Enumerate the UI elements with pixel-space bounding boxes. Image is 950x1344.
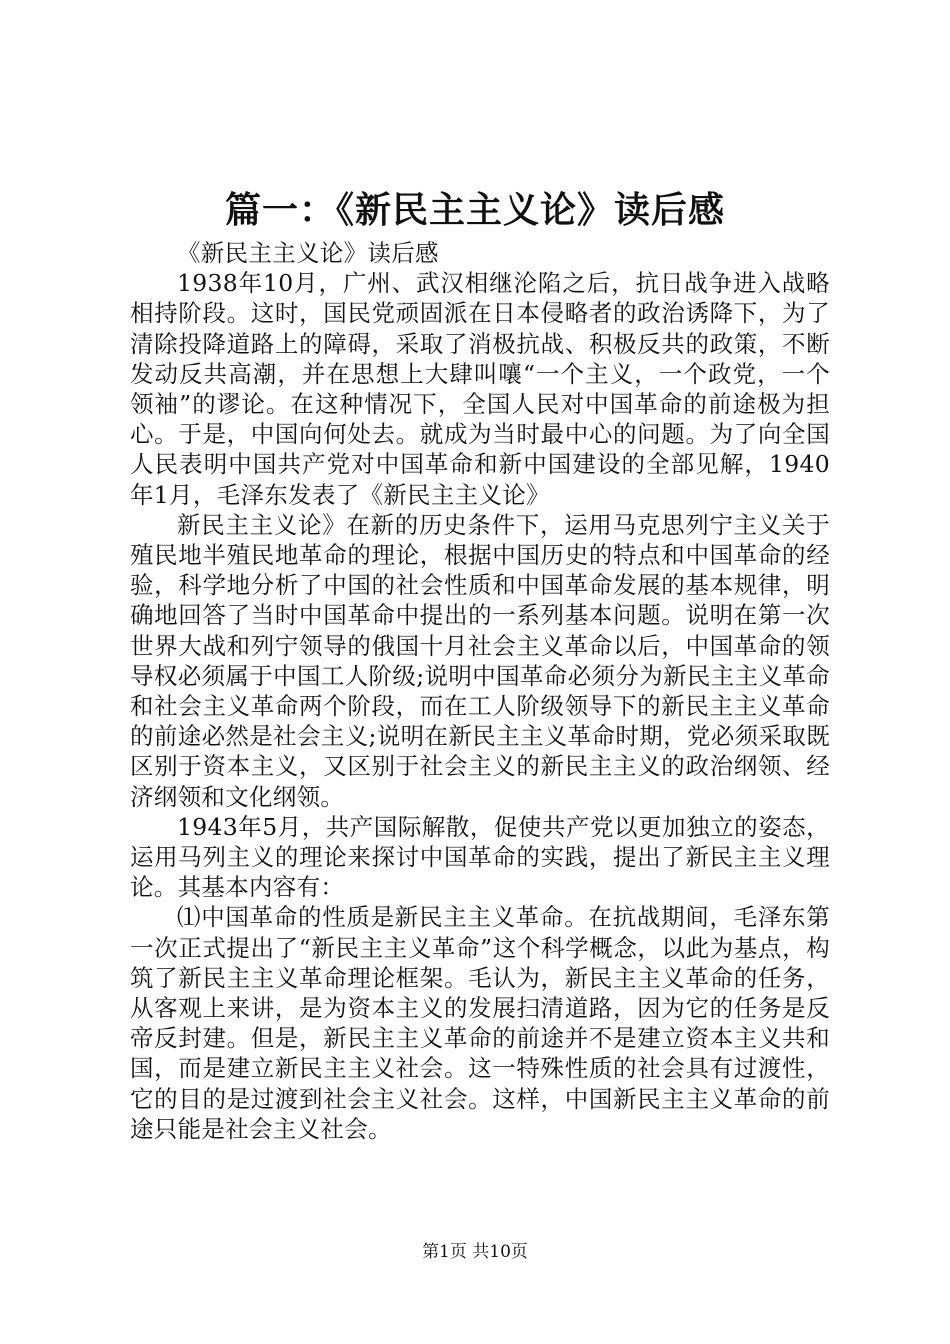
- body-paragraph: ⑴中国革命的性质是新民主主义革命。在抗战期间，毛泽东第一次正式提出了“新民主主义革命”这个科学概念，以此为基点，构筑了新民主主义革命理论框架。毛认为，新民主主义革命的任务，从客观上来讲，是为资本主义的发展扫清道路，因为它的任务是反帝反封建。但是，新民主主义革命的前途并不是建立资本主义共和国，而是建立新民主主义社会。这一特殊性质的社会具有过渡性，它的目的是过渡到社会主义社会。这样，中国新民主主义革命的前途只能是社会主义社会。: [130, 903, 830, 1143]
- document-body: [130, 238, 830, 1144]
- body-paragraph: 新民主主义论》在新的历史条件下，运用马克思列宁主义关于殖民地半殖民地革命的理论，根据中国历史的特点和中国革命的经验，科学地分析了中国的社会性质和中国革命发展的基本规律，明确地回答了当时中国革命中提出的一系列基本问题。说明在第一次世界大战和列宁领导的俄国十月社会主义革命以后，中国革命的领导权必须属于中国工人阶级;说明中国革命必须分为新民主主义革命和社会主义革命两个阶段，而在工人阶级领导下的新民主主义革命的前途必然是社会主义;说明在新民主主义革命时期，党必须采取既区别于资本主义，又区别于社会主义的新民主主义的政治纲领、经济纲领和文化纲领。: [130, 510, 830, 811]
- page-number-footer: 第1页 共10页: [422, 1242, 528, 1262]
- document-title: 篇一：《新民主主义论》读后感: [224, 189, 725, 231]
- body-subtitle: 《新民主主义论》读后感: [177, 239, 439, 267]
- body-paragraph: 1938年10月，广州、武汉相继沦陷之后，抗日战争进入战略相持阶段。这时，国民党顽固派在日本侵略者的政治诱降下，为了清除投降道路上的障碍，采取了消极抗战、积极反共的政策，不断发动反共高潮，并在思想上大肆叫嚷“一个主义，一个政党，一个领袖”的谬论。在这种情况下，全国人民对中国革命的前途极为担心。于是，中国向何处去。就成为当时最中心的问题。为了向全国人民表明中国共产党对中国革命和新中国建设的全部见解，1940年1月，毛泽东发表了《新民主主义论》: [130, 269, 830, 509]
- body-paragraph: 1943年5月，共产国际解散，促使共产党以更加独立的姿态，运用马列主义的理论来探讨中国革命的实践，提出了新民主主义理论。其基本内容有：: [130, 812, 830, 902]
